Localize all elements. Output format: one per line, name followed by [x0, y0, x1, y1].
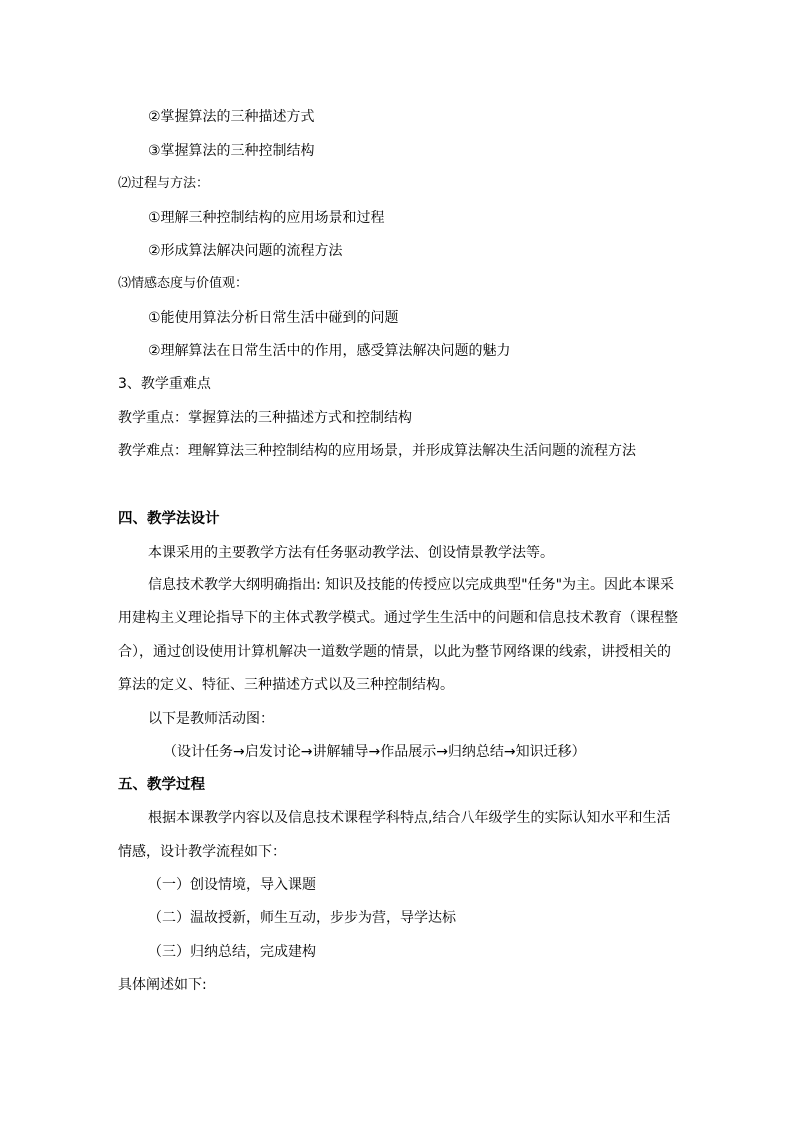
section4-para2-line1: 信息技术教学大纲明确指出: 知识及技能的传授应以完成典型"任务"为主。因此本课采 — [148, 577, 675, 593]
teaching-difficulty: 教学难点：理解算法三种控制结构的应用场景，并形成算法解决生活问题的流程方法 — [118, 443, 636, 459]
emotion-heading: ⑶情感态度与价值观： — [118, 276, 249, 291]
section4-para2-line4: 算法的定义、特征、三种描述方式以及三种控制结构。 — [118, 677, 454, 693]
emotion-item-2: ②理解算法在日常生活中的作用，感受算法解决问题的魅力 — [148, 343, 511, 359]
section5-para-line1: 根据本课教学内容以及信息技术课程学科特点,结合八年级学生的实际认知水平和生活 — [148, 810, 671, 826]
process-step-2: （二）温故授新，师生互动，步步为营，导学达标 — [148, 910, 456, 926]
process-item-1: ①理解三种控制结构的应用场景和过程 — [148, 210, 385, 226]
process-step-3: （三）归纳总结，完成建构 — [148, 944, 316, 960]
teacher-activity-flow: （设计任务→启发讨论→讲解辅导→作品展示→归纳总结→知识迁移） — [163, 744, 586, 760]
process-step-1: （一）创设情境，导入课题 — [148, 877, 316, 893]
section4-para1: 本课采用的主要教学方法有任务驱动教学法、创设情景教学法等。 — [148, 545, 554, 561]
knowledge-item-3: ③掌握算法的三种控制结构 — [148, 143, 315, 159]
process-method-heading: ⑵过程与方法： — [118, 176, 210, 191]
process-item-2: ②形成算法解决问题的流程方法 — [148, 243, 343, 259]
section4-para2-line3: 合），通过创设使用计算机解决一道数学题的情景，以此为整节网络课的线索，讲授相关的 — [118, 644, 671, 660]
teaching-focus: 教学重点：掌握算法的三种描述方式和控制结构 — [118, 410, 412, 426]
section5-para-line2: 情感，设计教学流程如下： — [118, 844, 286, 860]
emotion-item-1: ①能使用算法分析日常生活中碰到的问题 — [148, 310, 399, 326]
closing-line: 具体阐述如下: — [118, 977, 207, 993]
knowledge-item-2: ②掌握算法的三种描述方式 — [148, 109, 315, 125]
key-points-heading: 3、教学重难点 — [118, 376, 211, 392]
section4-para2-line2: 用建构主义理论指导下的主体式教学模式。通过学生生活中的问题和信息技术教育（课程整 — [118, 610, 678, 626]
section4-title: 四、教学法设计 — [118, 511, 220, 527]
section4-para3: 以下是教师活动图： — [148, 711, 274, 727]
section5-title: 五、教学过程 — [118, 777, 205, 793]
